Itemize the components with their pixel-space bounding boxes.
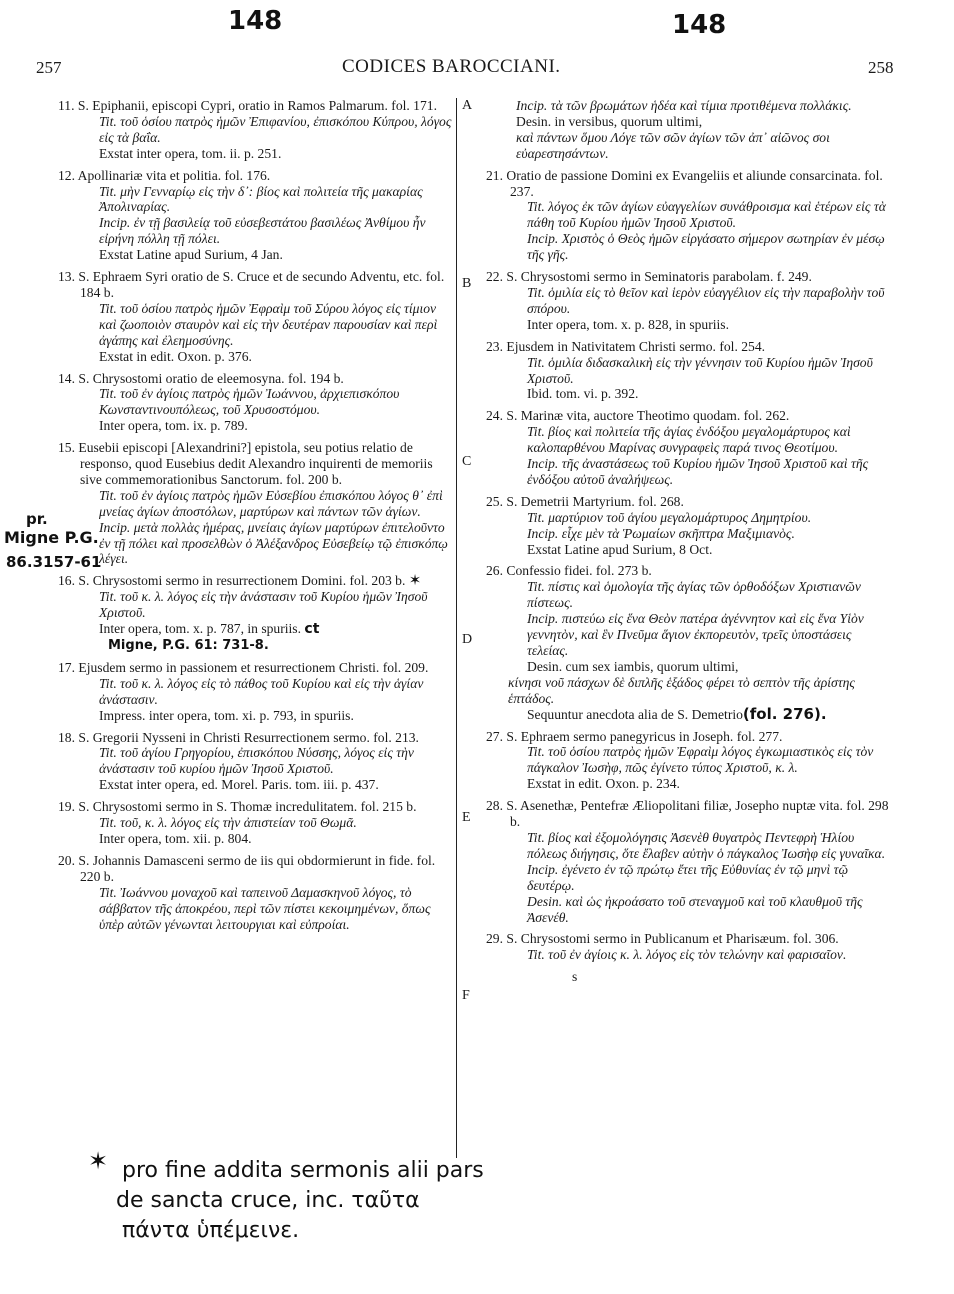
handwritten-migne-ref: Migne, P.G. 61: 731-8. [108, 638, 269, 653]
entry-heading: Ejusdem sermo in passionem et resurrectionem Christi. fol. 209. [78, 659, 429, 675]
entry-title-greek: Tit. τοῦ ὁσίου πατρὸς ἡμῶν Ἐφραὶμ λόγος ἐγκωμιαστικὸς εἰς τὸν πάγκαλον Ἰωσὴφ, πῶς ἐγίνετο τύπος Χριστοῦ, κ. λ. [527, 744, 874, 776]
footnote-line-2: de sancta cruce, inc. ταῦτα [116, 1188, 420, 1213]
entry-24 [486, 408, 896, 488]
entry-heading: Confessio fidei. fol. 273 b. [506, 563, 652, 579]
entry-12 [58, 168, 456, 263]
star-mark: ✶ [408, 571, 422, 590]
right-column [486, 98, 896, 985]
entry-number: 19. [58, 799, 75, 815]
entry-number: 16. [58, 573, 75, 589]
entry-25 [486, 494, 896, 558]
entry-note: Exstat Latine apud Surium, 8 Oct. [527, 541, 713, 557]
entry-heading: Apollinariæ vita et politia. fol. 176. [77, 167, 271, 183]
entry-number: 15. [58, 440, 75, 456]
entry-incipit-greek: Incip. πιστεύω εἰς ἕνα Θεὸν πατέρα ἀγέννητον καὶ εἰς ἕνα Υἱὸν γεννητὸν, καὶ ἓν Πνεῦμα ἅγιον ἐκπορευτὸν, τρεῖς ὑποστάσεις τελείας. [527, 611, 864, 658]
entry-heading: S. Gregorii Nysseni in Christi Resurrectionem sermo. fol. 213. [78, 729, 419, 745]
entry-title-greek: Tit. μαρτύριον τοῦ ἁγίου μεγαλομάρτυρος Δημητρίου. [527, 509, 812, 525]
entry-title-greek: Tit. βίος καὶ ἐξομολόγησις Ἀσενὲθ θυγατρὸς Πεντεφρὴ Ἡλίου πόλεως διήγησις, ὅτε ἔλαβεν αὐτὴν ὁ πάγκαλος Ἰωσὴφ εἰς γυναῖκα. [527, 829, 886, 861]
entry-desinit-greek: Desin. καὶ ὡς ἠκροάσατο τοῦ στεναγμοῦ καὶ τοῦ κλαυθμοῦ τῆς Ἀσενέθ. [527, 893, 863, 925]
margin-note-migne: Migne P.G. [4, 528, 99, 547]
entry-title-greek: Tit. τοῦ ἁγίου Γρηγορίου, ἐπισκόπου Νύσσης, λόγος εἰς τὴν ἀνάστασιν τοῦ κυρίου ἡμῶν Ἰησοῦ Χριστοῦ. [99, 745, 414, 777]
entry-22 [486, 269, 896, 333]
entry-heading: S. Chrysostomi sermo in S. Thomæ incredulitatem. fol. 215 b. [78, 799, 417, 815]
entry-note: Exstat in edit. Oxon. p. 376. [99, 348, 252, 364]
entry-heading: S. Demetrii Martyrium. fol. 268. [506, 493, 684, 509]
entry-20-continued [486, 98, 896, 162]
entry-incipit-greek: Incip. τῆς ἀναστάσεως τοῦ Κυρίου ἡμῶν Ἰησοῦ Χριστοῦ καὶ τῆς ἐνδόξου αὐτοῦ ἀναλήψεως. [527, 456, 869, 487]
entry-28 [486, 798, 896, 925]
entry-note: Exstat in edit. Oxon. p. 234. [527, 776, 680, 792]
margin-note-ref: 86.3157-61 [6, 553, 102, 571]
entry-heading: Ejusdem in Nativitatem Christi sermo. fol. 254. [506, 338, 766, 354]
entry-heading: S. Chrysostomi sermo in Seminatoris parabolam. f. 249. [506, 269, 812, 285]
footnote-line-1: pro fine addita sermonis alii pars [122, 1158, 484, 1183]
entry-number: 12. [58, 167, 75, 183]
entry-heading: S. Johannis Damasceni sermo de iis qui obdormierunt in fide. fol. 220 b. [78, 852, 436, 884]
entry-incipit-greek: Incip. Χριστὸς ὁ Θεὸς ἡμῶν εἰργάσατο σήμερον σωτηρίαν ἐν μέσῳ τῆς γῆς. [527, 231, 885, 263]
entry-heading: S. Asenethæ, Pentefræ Æliopolitani filiæ, Josepho nuptæ vita. fol. 298 b. [506, 798, 889, 830]
handwritten-fol-276: (fol. 276). [742, 704, 827, 723]
entry-heading: S. Chrysostomi sermo in Publicanum et Pharisæum. fol. 306. [506, 931, 839, 947]
entry-title-greek: Tit. ὁμιλία εἰς τὸ θεῖον καὶ ἱερὸν εὐαγγέλιον εἰς τὴν παραβολὴν τοῦ σπόρου. [527, 284, 885, 316]
handwritten-footnote [88, 1147, 484, 1246]
entry-heading: Eusebii episcopi [Alexandrini?] epistola, seu potius relatio de responso, quod Eusebius dedit Alexandro inquirenti de memoriis sive commemorationibus Sanctorum. fol. 200 b. [78, 440, 433, 487]
entry-19 [58, 799, 456, 847]
entry-note: Inter opera, tom. xii. p. 804. [99, 830, 252, 846]
entry-title-greek: Tit. τοῦ κ. λ. λόγος εἰς τὴν ἀνάστασιν τοῦ Κυρίου ἡμῶν Ἰησοῦ Χριστοῦ. [99, 589, 428, 621]
entry-number: 22. [486, 269, 503, 285]
entry-title-greek: Tit. πίστις καὶ ὁμολογία τῆς ἁγίας τῶν ὀρθοδόξων Χριστιανῶν πίστεως. [527, 579, 861, 611]
entry-number: 25. [486, 493, 503, 509]
entry-heading: S. Chrysostomi oratio de eleemosyna. fol. 194 b. [78, 370, 344, 386]
entry-14 [58, 371, 456, 435]
entry-18 [58, 730, 456, 794]
entry-verse-greek: καὶ πάντων ὅμου Λόγε τῶν σῶν ἁγίων τῶν ἀπ᾽ αἰῶνος σοι εὐαρεστησάντων. [516, 129, 830, 161]
entry-number: 24. [486, 408, 503, 424]
footnote-line-3: πάντα ὑπέμεινε. [122, 1218, 300, 1243]
entry-note: Exstat inter opera, tom. ii. p. 251. [99, 145, 282, 161]
entry-title-greek: Tit. τοῦ ὁσίου πατρὸς ἡμῶν Ἐφραὶμ τοῦ Σύρου λόγος εἰς τίμιον καὶ ζωοποιὸν σταυρὸν καὶ εἰς τὴν δευτέραν παρουσίαν καὶ περὶ ἀγάπης καὶ ἐλεημοσύνης. [99, 300, 438, 348]
margin-letter-a: A [462, 98, 473, 113]
handwritten-page-number-left: 148 [228, 6, 283, 36]
running-title: CODICES BAROCCIANI. [342, 56, 561, 77]
entry-heading: S. Marinæ vita, auctore Theotimo quodam. fol. 262. [506, 408, 790, 424]
entry-title-greek: Tit. λόγος ἐκ τῶν ἁγίων εὐαγγελίων συνάθροισμα καὶ ἑτέρων εἰς τὰ πάθη τοῦ Κυρίου ἡμῶν Ἰησοῦ Χριστοῦ. [527, 199, 886, 231]
entry-note: Exstat inter opera, ed. Morel. Paris. tom. iii. p. 437. [99, 777, 379, 793]
entry-number: 21. [486, 167, 503, 183]
entry-number: 11. [58, 98, 75, 113]
entry-incipit-greek: Incip. ἐγένετο ἐν τῷ πρώτῳ ἔτει τῆς Εὐθυνίας ἐν τῷ μηνὶ τῷ δευτέρῳ. [527, 861, 849, 893]
entry-number: 14. [58, 370, 75, 386]
entry-23 [486, 339, 896, 403]
entry-number: 13. [58, 269, 75, 285]
entry-17 [58, 660, 456, 724]
entry-heading: S. Ephraem Syri oratio de S. Cruce et de secundo Adventu, etc. fol. 184 b. [78, 269, 445, 300]
entry-note: Sequuntur anecdota alia de S. Demetrio [527, 706, 743, 722]
entry-number: 17. [58, 659, 75, 675]
entry-heading: S. Epiphanii, episcopi Cypri, oratio in Ramos Palmarum. fol. 171. [77, 98, 437, 113]
entry-title-greek: Tit. βίος καὶ πολιτεία τῆς ἁγίας ἐνδόξου μεγαλομάρτυρος καὶ καλοπαρθένου Μαρίνας συνγραφεὶς παρά τινος Θεοτίμου. [527, 424, 851, 456]
entry-number: 28. [486, 798, 503, 814]
margin-letter-b: B [462, 276, 472, 291]
entry-note: Exstat Latine apud Surium, 4 Jan. [99, 247, 283, 263]
entry-26 [486, 563, 896, 722]
entry-title-greek: Tit. τοῦ ὁσίου πατρὸς ἡμῶν Ἐπιφανίου, ἐπισκόπου Κύπρου, λόγος εἰς τὰ βαΐα. [99, 113, 452, 145]
entry-20 [58, 853, 456, 933]
entry-incipit-greek: Incip. μετὰ πολλὰς ἡμέρας, μνείαις ἁγίων μαρτύρων ἐπιτελοῦντο ἐν τῇ πόλει καὶ προσελθὼν ὁ Ἀλέξανδρος Εὐσεβείῳ τῷ ἐπισκόπῳ λέγει. [99, 519, 448, 567]
page-number-right: 258 [868, 58, 894, 77]
handwritten-page-number-right: 148 [672, 10, 727, 40]
entry-16 [58, 573, 456, 654]
entry-title-greek: Tit. ὁμιλία διδασκαλικὴ εἰς τὴν γέννησιν τοῦ Κυρίου ἡμῶν Ἰησοῦ Χριστοῦ. [527, 354, 873, 386]
entry-note: Impress. inter opera, tom. xi. p. 793, in spuriis. [99, 707, 354, 723]
entry-title-greek: Tit. τοῦ ἐν ἁγίοις κ. λ. λόγος εἰς τὸν τελώνην καὶ φαρισαῖον. [527, 947, 847, 963]
entry-27 [486, 729, 896, 793]
entry-incipit-greek: Incip. ἐν τῇ βασιλείᾳ τοῦ εὐσεβεστάτου βασιλέως Ἀνθίμου ἦν εἰρήνη πόλλη τῇ πόλει. [99, 215, 426, 247]
entry-title-greek: Tit. τοῦ ἐν ἁγίοις πατρὸς ἡμῶν Εὐσεβίου ἐπισκόπου λόγος θ᾽ ἐπὶ μνείας ἁγίων ἀποστόλων, μαρτύρων καὶ πάντων τῶν ἁγίων. [99, 487, 443, 519]
entry-title-greek: Tit. τοῦ κ. λ. λόγος εἰς τὸ πάθος τοῦ Κυρίου καὶ εἰς τὴν ἁγίαν ἀνάστασιν. [99, 675, 424, 707]
entry-29 [486, 931, 896, 963]
entry-incipit-greek: Incip. εἶχε μὲν τὰ Ῥωμαίων σκῆπτρα Μαξιμιανὸς. [527, 525, 795, 541]
column-divider [456, 98, 457, 1158]
entry-note: Desin. cum sex iambis, quorum ultimi, [527, 658, 739, 674]
entry-heading: S. Chrysostomi sermo in resurrectionem Domini. fol. 203 b. [78, 573, 406, 589]
entry-heading: Oratio de passione Domini ex Evangeliis et aliunde consarcinata. fol. 237. [506, 167, 883, 199]
entry-heading: S. Ephraem sermo panegyricus in Joseph. fol. 277. [506, 728, 783, 744]
signature-mark: s [572, 969, 578, 985]
entry-title-greek: Tit. Ἰωάννου μοναχοῦ καὶ ταπεινοῦ Δαμασκηνοῦ λόγος, τὸ σάββατον τῆς ἀποκρέου, περὶ τῶν πίστει κεκοιμημένων, ὅπως ὑπὲρ αὐτῶν γένωνται λειτουργιαι καὶ εὐπροίαι. [99, 884, 431, 932]
entry-11 [58, 98, 456, 162]
entry-21 [486, 168, 896, 263]
entry-note: Inter opera, tom. x. p. 828, in spuriis. [527, 316, 729, 332]
margin-letter-e: E [462, 810, 471, 825]
entry-note: Ibid. tom. vi. p. 392. [527, 386, 639, 402]
margin-letter-c: C [462, 454, 472, 469]
entry-verse-greek: κίνησι νοῦ πάσχων δὲ διπλῆς ἑξάδος φέρει τὸ σεπτὸν τῆς ἀρίστης ἑπτάδος. [508, 674, 855, 706]
entry-note: Inter opera, tom. x. p. 787, in spuriis. [99, 621, 301, 637]
entry-number: 18. [58, 729, 75, 745]
entry-note: Inter opera, tom. ix. p. 789. [99, 418, 248, 434]
margin-letter-f: F [462, 988, 470, 1003]
entry-13 [58, 269, 456, 364]
entry-title-greek: Tit. τοῦ, κ. λ. λόγος εἰς τὴν ἀπιστείαν τοῦ Θωμᾶ. [99, 815, 357, 831]
entry-number: 26. [486, 563, 503, 579]
entry-title-greek: Tit. μὴν Γενναρίῳ εἰς τὴν δ᾽: βίος καὶ πολιτεία τῆς μακαρίας Ἀπολιναρίας. [99, 183, 423, 215]
entry-number: 23. [486, 338, 503, 354]
entry-number: 27. [486, 728, 503, 744]
margin-note-pr: pr. [26, 510, 48, 528]
margin-letter-d: D [462, 632, 473, 647]
entry-number: 29. [486, 931, 503, 947]
entry-number: 20. [58, 852, 75, 868]
entry-title-greek: Tit. τοῦ ἐν ἁγίοις πατρὸς ἡμῶν Ἰωάννου, ἀρχιεπισκόπου Κωνσταντινουπόλεως, τοῦ Χρυσοστόμου. [99, 386, 400, 418]
handwritten-ct: ct [304, 621, 320, 638]
entry-incipit-greek: Incip. τὰ τῶν βρωμάτων ἡδέα καὶ τίμια προτιθέμενα πολλάκις. [516, 98, 852, 113]
page-number-left: 257 [36, 58, 62, 77]
entry-note: Desin. in versibus, quorum ultimi, [516, 113, 703, 129]
footnote-star: ✶ [88, 1147, 109, 1175]
left-column [58, 98, 456, 938]
entry-15 [58, 440, 456, 567]
